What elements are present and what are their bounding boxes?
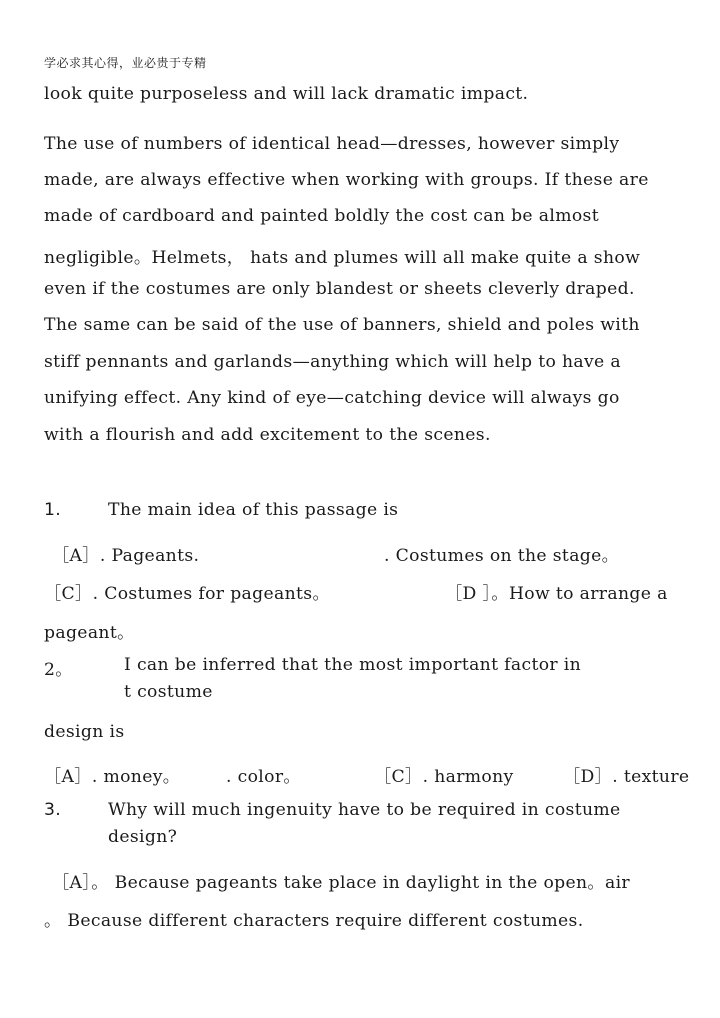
option-c: ［C］. Costumes for pageants。: [44, 584, 330, 604]
option-a: ［A］. Pageants.: [52, 546, 200, 566]
passage-line: stiff pennants and garlands—anything which will help to have a: [44, 352, 621, 372]
question-number: 3.: [44, 800, 62, 820]
passage-line: The use of numbers of identical head—dresses, however simply: [44, 134, 620, 154]
question-stem: I can be inferred that the most important factor in: [124, 655, 582, 675]
passage-line: The same can be said of the use of banners, shield and poles with: [44, 315, 640, 335]
option-a: ［A］. money。: [44, 767, 181, 787]
passage-line: even if the costumes are only blandest or sheets cleverly draped.: [44, 279, 635, 299]
option-b: . Costumes on the stage。: [384, 546, 620, 566]
passage-line: with a flourish and add excitement to the scenes.: [44, 425, 491, 445]
question-stem: The main idea of this passage is: [108, 500, 399, 520]
question-stem: design?: [108, 827, 178, 847]
passage-line: unifying effect. Any kind of eye—catching device will always go: [44, 388, 620, 408]
option-d-continued: pageant。: [44, 623, 135, 643]
option-c: ［C］. harmony: [374, 767, 514, 787]
passage-line: made of cardboard and painted boldly the cost can be almost: [44, 206, 599, 226]
passage-line: look quite purposeless and will lack dramatic impact.: [44, 84, 529, 104]
passage-line: made, are always effective when working with groups. If these are: [44, 170, 649, 190]
question-number: 2。: [44, 660, 73, 680]
question-number: 1.: [44, 500, 62, 520]
option-a: ［A］。 Because pageants take place in daylight in the open。air: [52, 873, 630, 893]
option-d: ［D ］。How to arrange a: [445, 584, 668, 604]
page-header: 学必求其心得，业必贵于专精: [44, 56, 207, 70]
question-stem: Why will much ingenuity have to be required in costume: [108, 800, 621, 820]
question-stem: t costume: [124, 682, 213, 702]
option-d: ［D］. texture: [563, 767, 690, 787]
option-b: 。 Because different characters require different costumes.: [44, 911, 584, 931]
option-b: . color。: [226, 767, 301, 787]
question-stem: design is: [44, 722, 125, 742]
passage-line: negligible。Helmets， hats and plumes will all make quite a show: [44, 248, 641, 268]
